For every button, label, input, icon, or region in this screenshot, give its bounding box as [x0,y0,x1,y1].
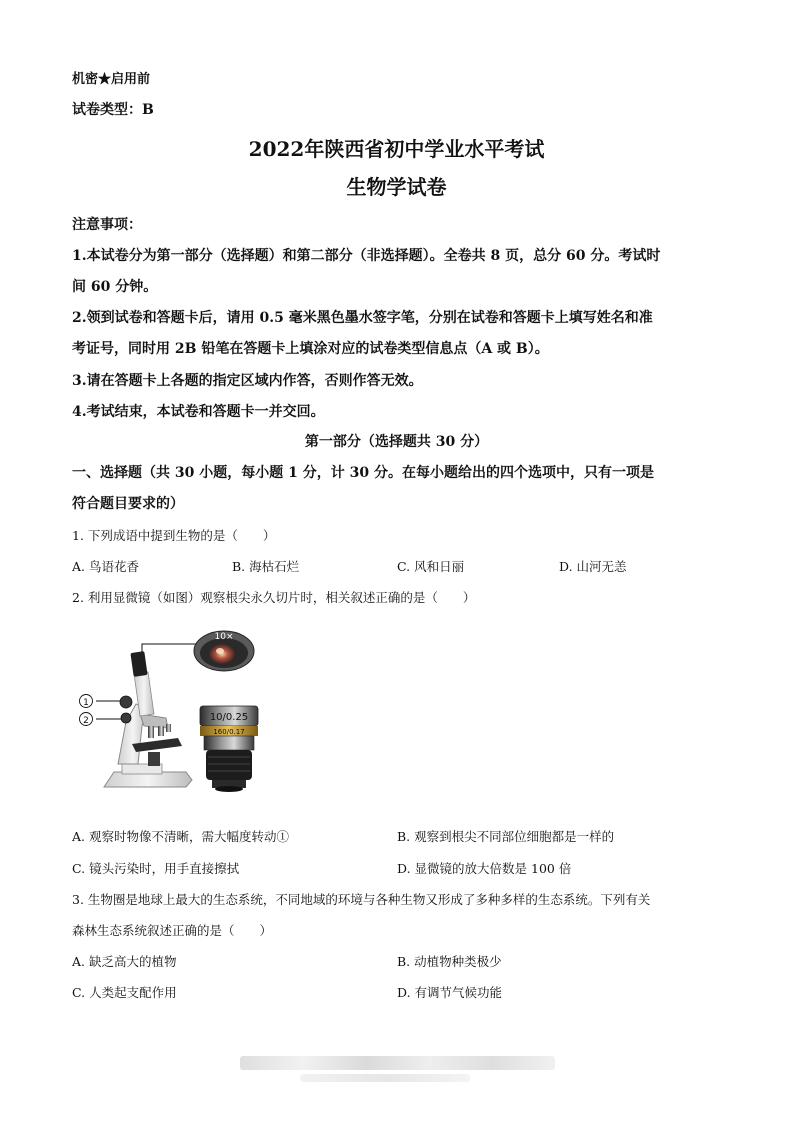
confidential-label: 机密★启用前 [72,72,151,87]
q3-option-d[interactable]: D. 有调节气候功能 [397,985,503,1000]
objective-spec-line-1: 10/0.25 [209,712,249,723]
question-3-stem-line-2: 森林生态系统叙述正确的是（ ） [72,923,273,938]
note-4: 4.考试结束，本试卷和答题卡一并交回。 [72,404,325,420]
q1-option-b[interactable]: B. 海枯石烂 [232,559,300,574]
section-instructions-line-2: 符合题目要求的） [72,496,184,512]
exam-title: 2022年陕西省初中学业水平考试 [248,137,545,161]
marker-1-label: 1 [83,698,89,708]
q1-option-a[interactable]: A. 鸟语花香 [72,559,139,574]
objective-spec-line-2: 160/0.17 [213,728,245,736]
note-3: 3.请在答题卡上各题的指定区域内作答，否则作答无效。 [72,373,423,389]
question-1-stem: 1. 下列成语中提到生物的是（ ） [72,528,276,543]
q2-option-b[interactable]: B. 观察到根尖不同部位细胞都是一样的 [397,829,615,844]
question-2-stem: 2. 利用显微镜（如图）观察根尖永久切片时，相关叙述正确的是（ ） [72,590,476,605]
note-1-line-2: 间 60 分钟。 [72,279,158,295]
q1-option-d[interactable]: D. 山河无恙 [559,559,627,574]
question-3-stem-line-1: 3. 生物圈是地球上最大的生态系统，不同地域的环境与各种生物又形成了多种多样的生态系统。下列有关 [72,892,651,907]
paper-type: 试卷类型：B [72,102,154,118]
subject-title: 生物学试卷 [346,175,447,199]
q3-option-c[interactable]: C. 人类起支配作用 [72,985,177,1000]
q2-option-c[interactable]: C. 镜头污染时，用手直接擦拭 [72,861,240,876]
blurred-watermark-sub [300,1074,470,1082]
notes-heading: 注意事项： [72,217,142,233]
q2-option-d[interactable]: D. 显微镜的放大倍数是 100 倍 [397,861,572,876]
part-one-heading: 第一部分（选择题共 30 分） [304,434,489,450]
note-2-line-2: 考证号，同时用 2B 铅笔在答题卡上填涂对应的试卷类型信息点（A 或 B）。 [72,341,549,357]
q2-option-a[interactable]: A. 观察时物像不清晰，需大幅度转动① [72,829,289,844]
q3-option-a[interactable]: A. 缺乏高大的植物 [72,954,177,969]
note-2-line-1: 2.领到试卷和答题卡后，请用 0.5 毫米黑色墨水签字笔，分别在试卷和答题卡上填写姓名和准 [72,310,653,326]
note-1-line-1: 1.本试卷分为第一部分（选择题）和第二部分（非选择题）。全卷共 8 页，总分 60 分。考试时 [72,248,661,264]
blurred-watermark [240,1056,555,1070]
eyepiece-magnification-label: 10× [214,632,234,642]
q1-option-c[interactable]: C. 风和日丽 [397,559,465,574]
marker-2-label: 2 [83,716,89,726]
microscope-figure [74,622,274,802]
section-instructions-line-1: 一、选择题（共 30 小题，每小题 1 分，计 30 分。在每小题给出的四个选项中，只有一项是 [72,465,654,481]
q3-option-b[interactable]: B. 动植物种类极少 [397,954,502,969]
